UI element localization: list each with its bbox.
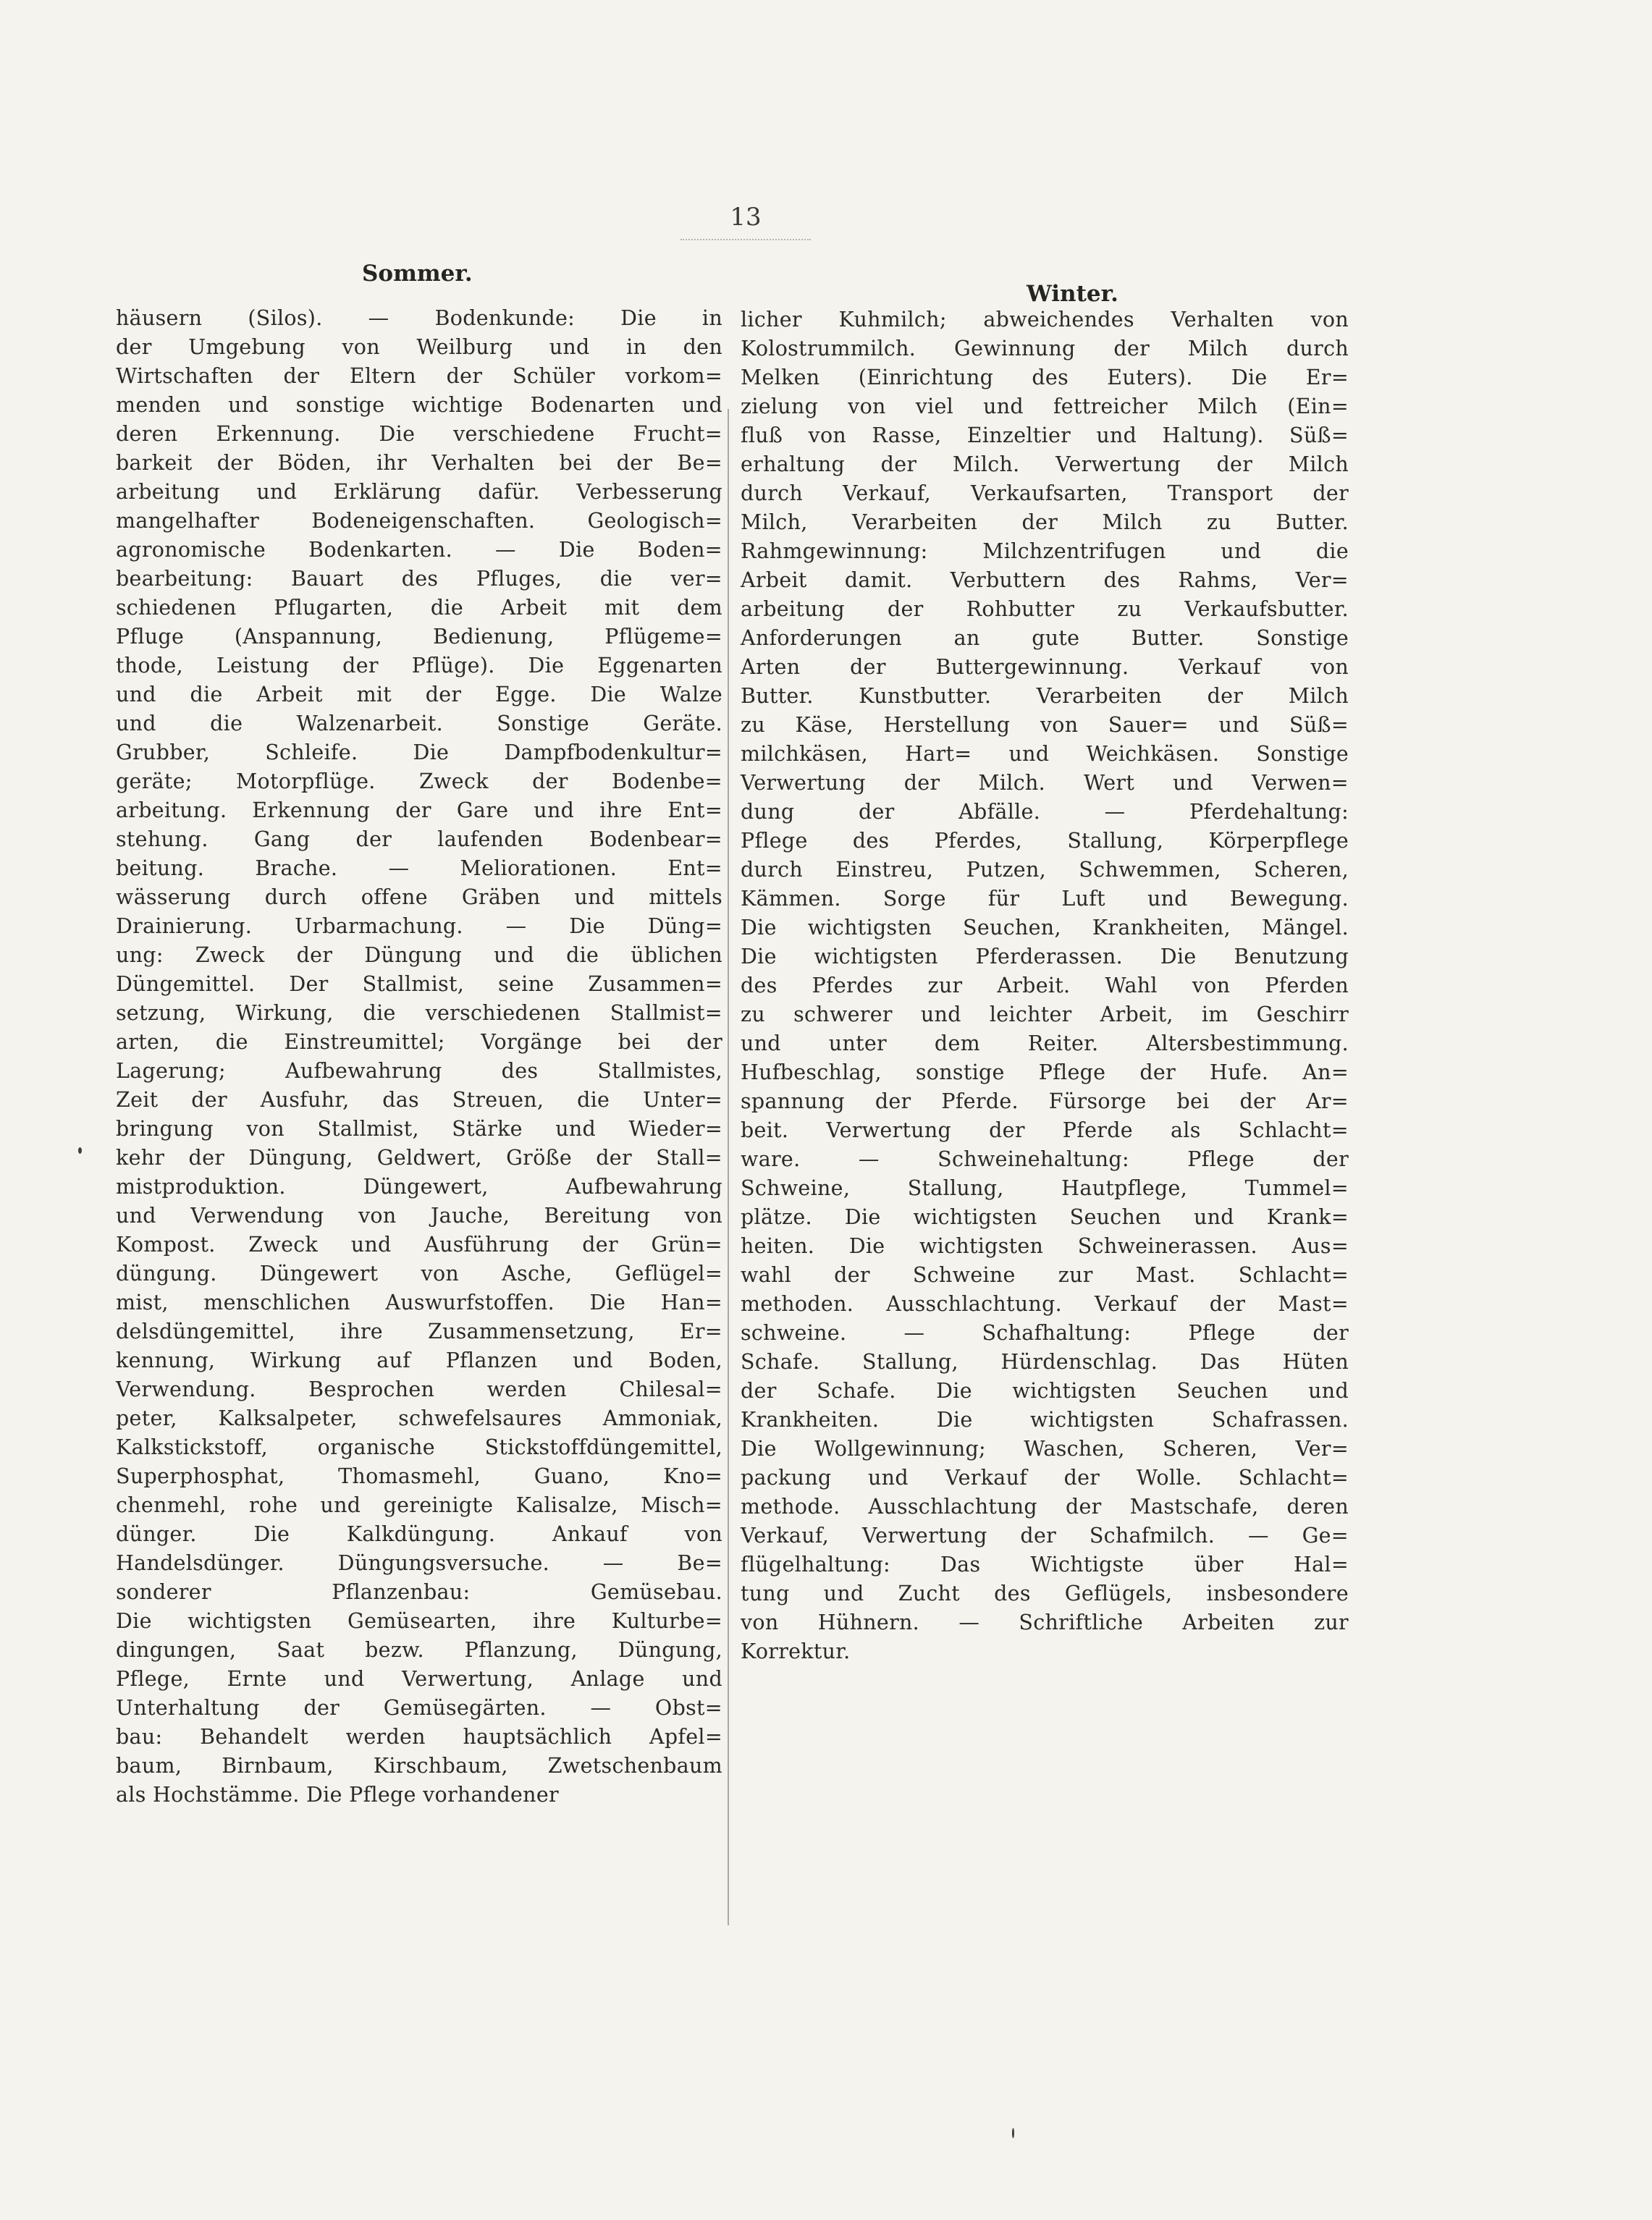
text-line: Verkauf, Verwertung der Schafmilch. — Ge=	[741, 1524, 1349, 1548]
text-line: dung der Abfälle. — Pferdehaltung:	[741, 800, 1349, 824]
text-line: spannung der Pferde. Fürsorge bei der Ar=	[741, 1089, 1349, 1113]
text-line: von Hühnern. — Schriftliche Arbeiten zur	[741, 1611, 1349, 1634]
text-line: packung und Verkauf der Wolle. Schlacht=	[741, 1466, 1349, 1490]
text-line: düngung. Düngewert von Asche, Geflügel=	[116, 1262, 722, 1286]
text-line: sonderer Pflanzenbau: Gemüsebau.	[116, 1580, 722, 1604]
text-line: der Schafe. Die wichtigsten Seuchen und	[741, 1379, 1349, 1403]
text-line: Unterhaltung der Gemüsegärten. — Obst=	[116, 1696, 722, 1720]
text-line: Anforderungen an gute Butter. Sonstige	[741, 626, 1349, 650]
text-line: Kolostrummilch. Gewinnung der Milch durch	[741, 337, 1349, 360]
text-line: methode. Ausschlachtung der Mastschafe, deren	[741, 1495, 1349, 1519]
text-line: Drainierung. Urbarmachung. — Die Düng=	[116, 914, 722, 938]
text-line: Wirtschaften der Eltern der Schüler vorkom=	[116, 364, 722, 388]
text-line: Schweine, Stallung, Hautpflege, Tummel=	[741, 1176, 1349, 1200]
text-line: stehung. Gang der laufenden Bodenbear=	[116, 827, 722, 851]
text-line: bringung von Stallmist, Stärke und Wieder=	[116, 1117, 722, 1141]
text-line: arbeitung. Erkennung der Gare und ihre Ent=	[116, 798, 722, 822]
page-number-ornament	[680, 239, 811, 246]
text-line: und Verwendung von Jauche, Bereitung von	[116, 1204, 722, 1228]
winter-heading: Winter.	[1027, 281, 1118, 307]
text-line: häusern (Silos). — Bodenkunde: Die in	[116, 306, 722, 330]
text-line: Verwendung. Besprochen werden Chilesal=	[116, 1377, 722, 1401]
text-line: Kämmen. Sorge für Luft und Bewegung.	[741, 887, 1349, 911]
text-line: licher Kuhmilch; abweichendes Verhalten von	[741, 308, 1349, 332]
text-line: kehr der Düngung, Geldwert, Größe der Stall=	[116, 1146, 722, 1170]
text-line: schweine. — Schafhaltung: Pflege der	[741, 1321, 1349, 1345]
column-divider	[728, 409, 729, 1925]
text-line: flügelhaltung: Das Wichtigste über Hal=	[741, 1553, 1349, 1577]
text-line: arbeitung und Erklärung dafür. Verbesserung	[116, 480, 722, 504]
text-line: schiedenen Pflugarten, die Arbeit mit dem	[116, 596, 722, 620]
text-line: Düngemittel. Der Stallmist, seine Zusammen=	[116, 972, 722, 996]
text-line: tung und Zucht des Geflügels, insbesondere	[741, 1582, 1349, 1605]
sommer-heading: Sommer.	[362, 261, 473, 287]
text-line: arten, die Einstreumittel; Vorgänge bei der	[116, 1030, 722, 1054]
text-line: Schafe. Stallung, Hürdenschlag. Das Hüten	[741, 1350, 1349, 1374]
text-line: Die wichtigsten Seuchen, Krankheiten, Mängel.	[741, 916, 1349, 940]
text-line: Pfluge (Anspannung, Bedienung, Pflügeme=	[116, 625, 722, 649]
text-line: wässerung durch offene Gräben und mittels	[116, 885, 722, 909]
text-line: methoden. Ausschlachtung. Verkauf der Mast=	[741, 1292, 1349, 1316]
text-line: chenmehl, rohe und gereinigte Kalisalze, Misch=	[116, 1493, 722, 1517]
text-line: plätze. Die wichtigsten Seuchen und Krank=	[741, 1205, 1349, 1229]
text-line: durch Verkauf, Verkaufsarten, Transport der	[741, 481, 1349, 505]
text-line: Arten der Buttergewinnung. Verkauf von	[741, 655, 1349, 679]
text-line: Melken (Einrichtung des Euters). Die Er=	[741, 366, 1349, 389]
text-line: mistproduktion. Düngewert, Aufbewahrung	[116, 1175, 722, 1199]
text-line: Krankheiten. Die wichtigsten Schafrassen.	[741, 1408, 1349, 1432]
text-line: der Umgebung von Weilburg und in den	[116, 335, 722, 359]
text-line: Arbeit damit. Verbuttern des Rahms, Ver=	[741, 568, 1349, 592]
text-line: thode, Leistung der Pflüge). Die Eggenarten	[116, 654, 722, 678]
text-line: zu schwerer und leichter Arbeit, im Geschirr	[741, 1003, 1349, 1026]
text-line: als Hochstämme. Die Pflege vorhandener	[116, 1783, 559, 1807]
sommer-column	[116, 304, 722, 1810]
text-line: milchkäsen, Hart= und Weichkäsen. Sonstige	[741, 742, 1349, 766]
text-line: barkeit der Böden, ihr Verhalten bei der Be=	[116, 451, 722, 475]
text-line: ung: Zweck der Düngung und die üblichen	[116, 943, 722, 967]
text-line: und die Walzenarbeit. Sonstige Geräte.	[116, 712, 722, 735]
text-line: Hufbeschlag, sonstige Pflege der Hufe. An=	[741, 1060, 1349, 1084]
text-line: dünger. Die Kalkdüngung. Ankauf von	[116, 1522, 722, 1546]
margin-speck	[1012, 2128, 1014, 2138]
text-line: mist, menschlichen Auswurfstoffen. Die Han=	[116, 1291, 722, 1314]
text-line: Die Wollgewinnung; Waschen, Scheren, Ver=	[741, 1437, 1349, 1461]
text-line: menden und sonstige wichtige Bodenarten und	[116, 393, 722, 417]
text-line: Zeit der Ausfuhr, das Streuen, die Unter=	[116, 1088, 722, 1112]
text-line: baum, Birnbaum, Kirschbaum, Zwetschenbaum	[116, 1754, 722, 1778]
text-line: Verwertung der Milch. Wert und Verwen=	[741, 771, 1349, 795]
text-line: Kompost. Zweck und Ausführung der Grün=	[116, 1233, 722, 1257]
text-line: beitung. Brache. — Meliorationen. Ent=	[116, 856, 722, 880]
text-line: heiten. Die wichtigsten Schweinerassen. Aus=	[741, 1234, 1349, 1258]
text-line: Grubber, Schleife. Die Dampfbodenkultur=	[116, 740, 722, 764]
text-line: erhaltung der Milch. Verwertung der Milch	[741, 452, 1349, 476]
text-line: durch Einstreu, Putzen, Schwemmen, Scheren,	[741, 858, 1349, 882]
winter-column	[741, 305, 1349, 1666]
text-line: ware. — Schweinehaltung: Pflege der	[741, 1147, 1349, 1171]
text-line: agronomische Bodenkarten. — Die Boden=	[116, 538, 722, 562]
text-line: Die wichtigsten Pferderassen. Die Benutzung	[741, 945, 1349, 968]
text-line: arbeitung der Rohbutter zu Verkaufsbutter.	[741, 597, 1349, 621]
text-line: Die wichtigsten Gemüsearten, ihre Kulturbe=	[116, 1609, 722, 1633]
text-line: bearbeitung: Bauart des Pfluges, die ver=	[116, 567, 722, 591]
text-line: und unter dem Reiter. Altersbestimmung.	[741, 1031, 1349, 1055]
text-line: Kalkstickstoff, organische Stickstoffdüngemittel,	[116, 1435, 722, 1459]
text-line: delsdüngemittel, ihre Zusammensetzung, Er=	[116, 1320, 722, 1343]
text-line: setzung, Wirkung, die verschiedenen Stallmist=	[116, 1001, 722, 1025]
text-line: Pflege, Ernte und Verwertung, Anlage und	[116, 1667, 722, 1691]
text-line: des Pferdes zur Arbeit. Wahl von Pferden	[741, 974, 1349, 997]
text-line: peter, Kalksalpeter, schwefelsaures Ammoniak,	[116, 1406, 722, 1430]
text-line: Butter. Kunstbutter. Verarbeiten der Milch	[741, 684, 1349, 708]
text-line: Korrektur.	[741, 1639, 851, 1663]
text-line: Pflege des Pferdes, Stallung, Körperpflege	[741, 829, 1349, 853]
text-line: kennung, Wirkung auf Pflanzen und Boden,	[116, 1349, 722, 1372]
text-line: Lagerung; Aufbewahrung des Stallmistes,	[116, 1059, 722, 1083]
text-line: Rahmgewinnung: Milchzentrifugen und die	[741, 539, 1349, 563]
text-line: beit. Verwertung der Pferde als Schlacht=	[741, 1118, 1349, 1142]
text-line: wahl der Schweine zur Mast. Schlacht=	[741, 1263, 1349, 1287]
text-line: fluß von Rasse, Einzeltier und Haltung). Süß=	[741, 423, 1349, 447]
text-line: deren Erkennung. Die verschiedene Frucht=	[116, 422, 722, 446]
text-line: und die Arbeit mit der Egge. Die Walze	[116, 683, 722, 706]
page-number: 13	[730, 203, 762, 232]
text-line: geräte; Motorpflüge. Zweck der Bodenbe=	[116, 769, 722, 793]
text-line: dingungen, Saat bezw. Pflanzung, Düngung,	[116, 1638, 722, 1662]
text-line: zielung von viel und fettreicher Milch (Ein=	[741, 394, 1349, 418]
text-line: bau: Behandelt werden hauptsächlich Apfel=	[116, 1725, 722, 1749]
text-line: Handelsdünger. Düngungsversuche. — Be=	[116, 1551, 722, 1575]
margin-speck	[78, 1147, 82, 1154]
text-line: zu Käse, Herstellung von Sauer= und Süß=	[741, 713, 1349, 737]
text-line: Milch, Verarbeiten der Milch zu Butter.	[741, 510, 1349, 534]
text-line: mangelhafter Bodeneigenschaften. Geologisch=	[116, 509, 722, 533]
text-line: Superphosphat, Thomasmehl, Guano, Kno=	[116, 1464, 722, 1488]
